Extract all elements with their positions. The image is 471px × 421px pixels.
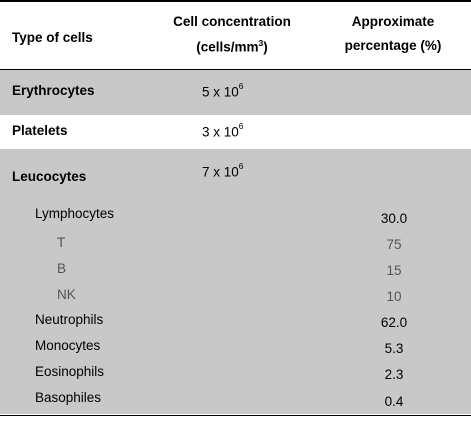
subtype-basophiles-percentage: 0.4 [384, 394, 404, 409]
subtype-b-percentage: 15 [386, 263, 402, 278]
subtype-lymphocytes-percentage: 30.0 [380, 211, 408, 226]
row-leucocytes-concentration [202, 163, 244, 180]
header-type-of-cells: Type of cells [12, 30, 93, 45]
erythrocytes-conc-exp: 6 [238, 81, 244, 91]
erythrocytes-conc-base: 5 x 10 [202, 84, 239, 100]
header-units-exponent: 3 [258, 38, 264, 48]
row-erythrocytes-label: Erythrocytes [12, 83, 95, 98]
top-rule [0, 0, 471, 2]
leucocytes-conc-exp: 6 [238, 161, 244, 171]
header-units-suffix: ) [263, 39, 268, 55]
header-cell-concentration-line1: Cell concentration [173, 14, 291, 29]
subtype-eosinophils-percentage: 2.3 [384, 367, 404, 382]
subtype-neutrophils-percentage: 62.0 [380, 315, 408, 330]
subtype-basophiles-label: Basophiles [35, 390, 102, 405]
platelets-conc-base: 3 x 10 [202, 124, 239, 140]
header-approximate-percentage-line1: Approximate [351, 14, 435, 29]
subtype-nk-label: NK [57, 287, 76, 302]
header-cell-concentration-line2 [147, 38, 317, 55]
header-units-prefix: (cells/mm [196, 39, 259, 55]
row-leucocytes-label: Leucocytes [12, 169, 87, 184]
header-rule [0, 69, 471, 70]
subtype-b-label: B [57, 261, 67, 276]
subtype-t-percentage: 75 [386, 237, 402, 252]
header-approximate-percentage-line2: percentage (%) [344, 38, 442, 53]
row-erythrocytes-concentration [202, 83, 244, 100]
platelets-conc-exp: 6 [238, 121, 244, 131]
row-platelets-label: Platelets [12, 123, 68, 138]
header-approximate-percentage [325, 14, 461, 53]
subtype-monocytes-percentage: 5.3 [384, 341, 404, 356]
subtype-monocytes-label: Monocytes [35, 338, 101, 353]
leucocytes-conc-base: 7 x 10 [202, 164, 239, 180]
bottom-rule [0, 415, 471, 416]
subtype-lymphocytes-label: Lymphocytes [35, 206, 115, 221]
subtype-eosinophils-label: Eosinophils [35, 364, 105, 379]
row-platelets-concentration [202, 123, 244, 140]
subtype-nk-percentage: 10 [386, 289, 402, 304]
subtype-neutrophils-label: Neutrophils [35, 312, 104, 327]
subtype-t-label: T [57, 235, 66, 250]
header-cell-concentration [147, 14, 317, 55]
